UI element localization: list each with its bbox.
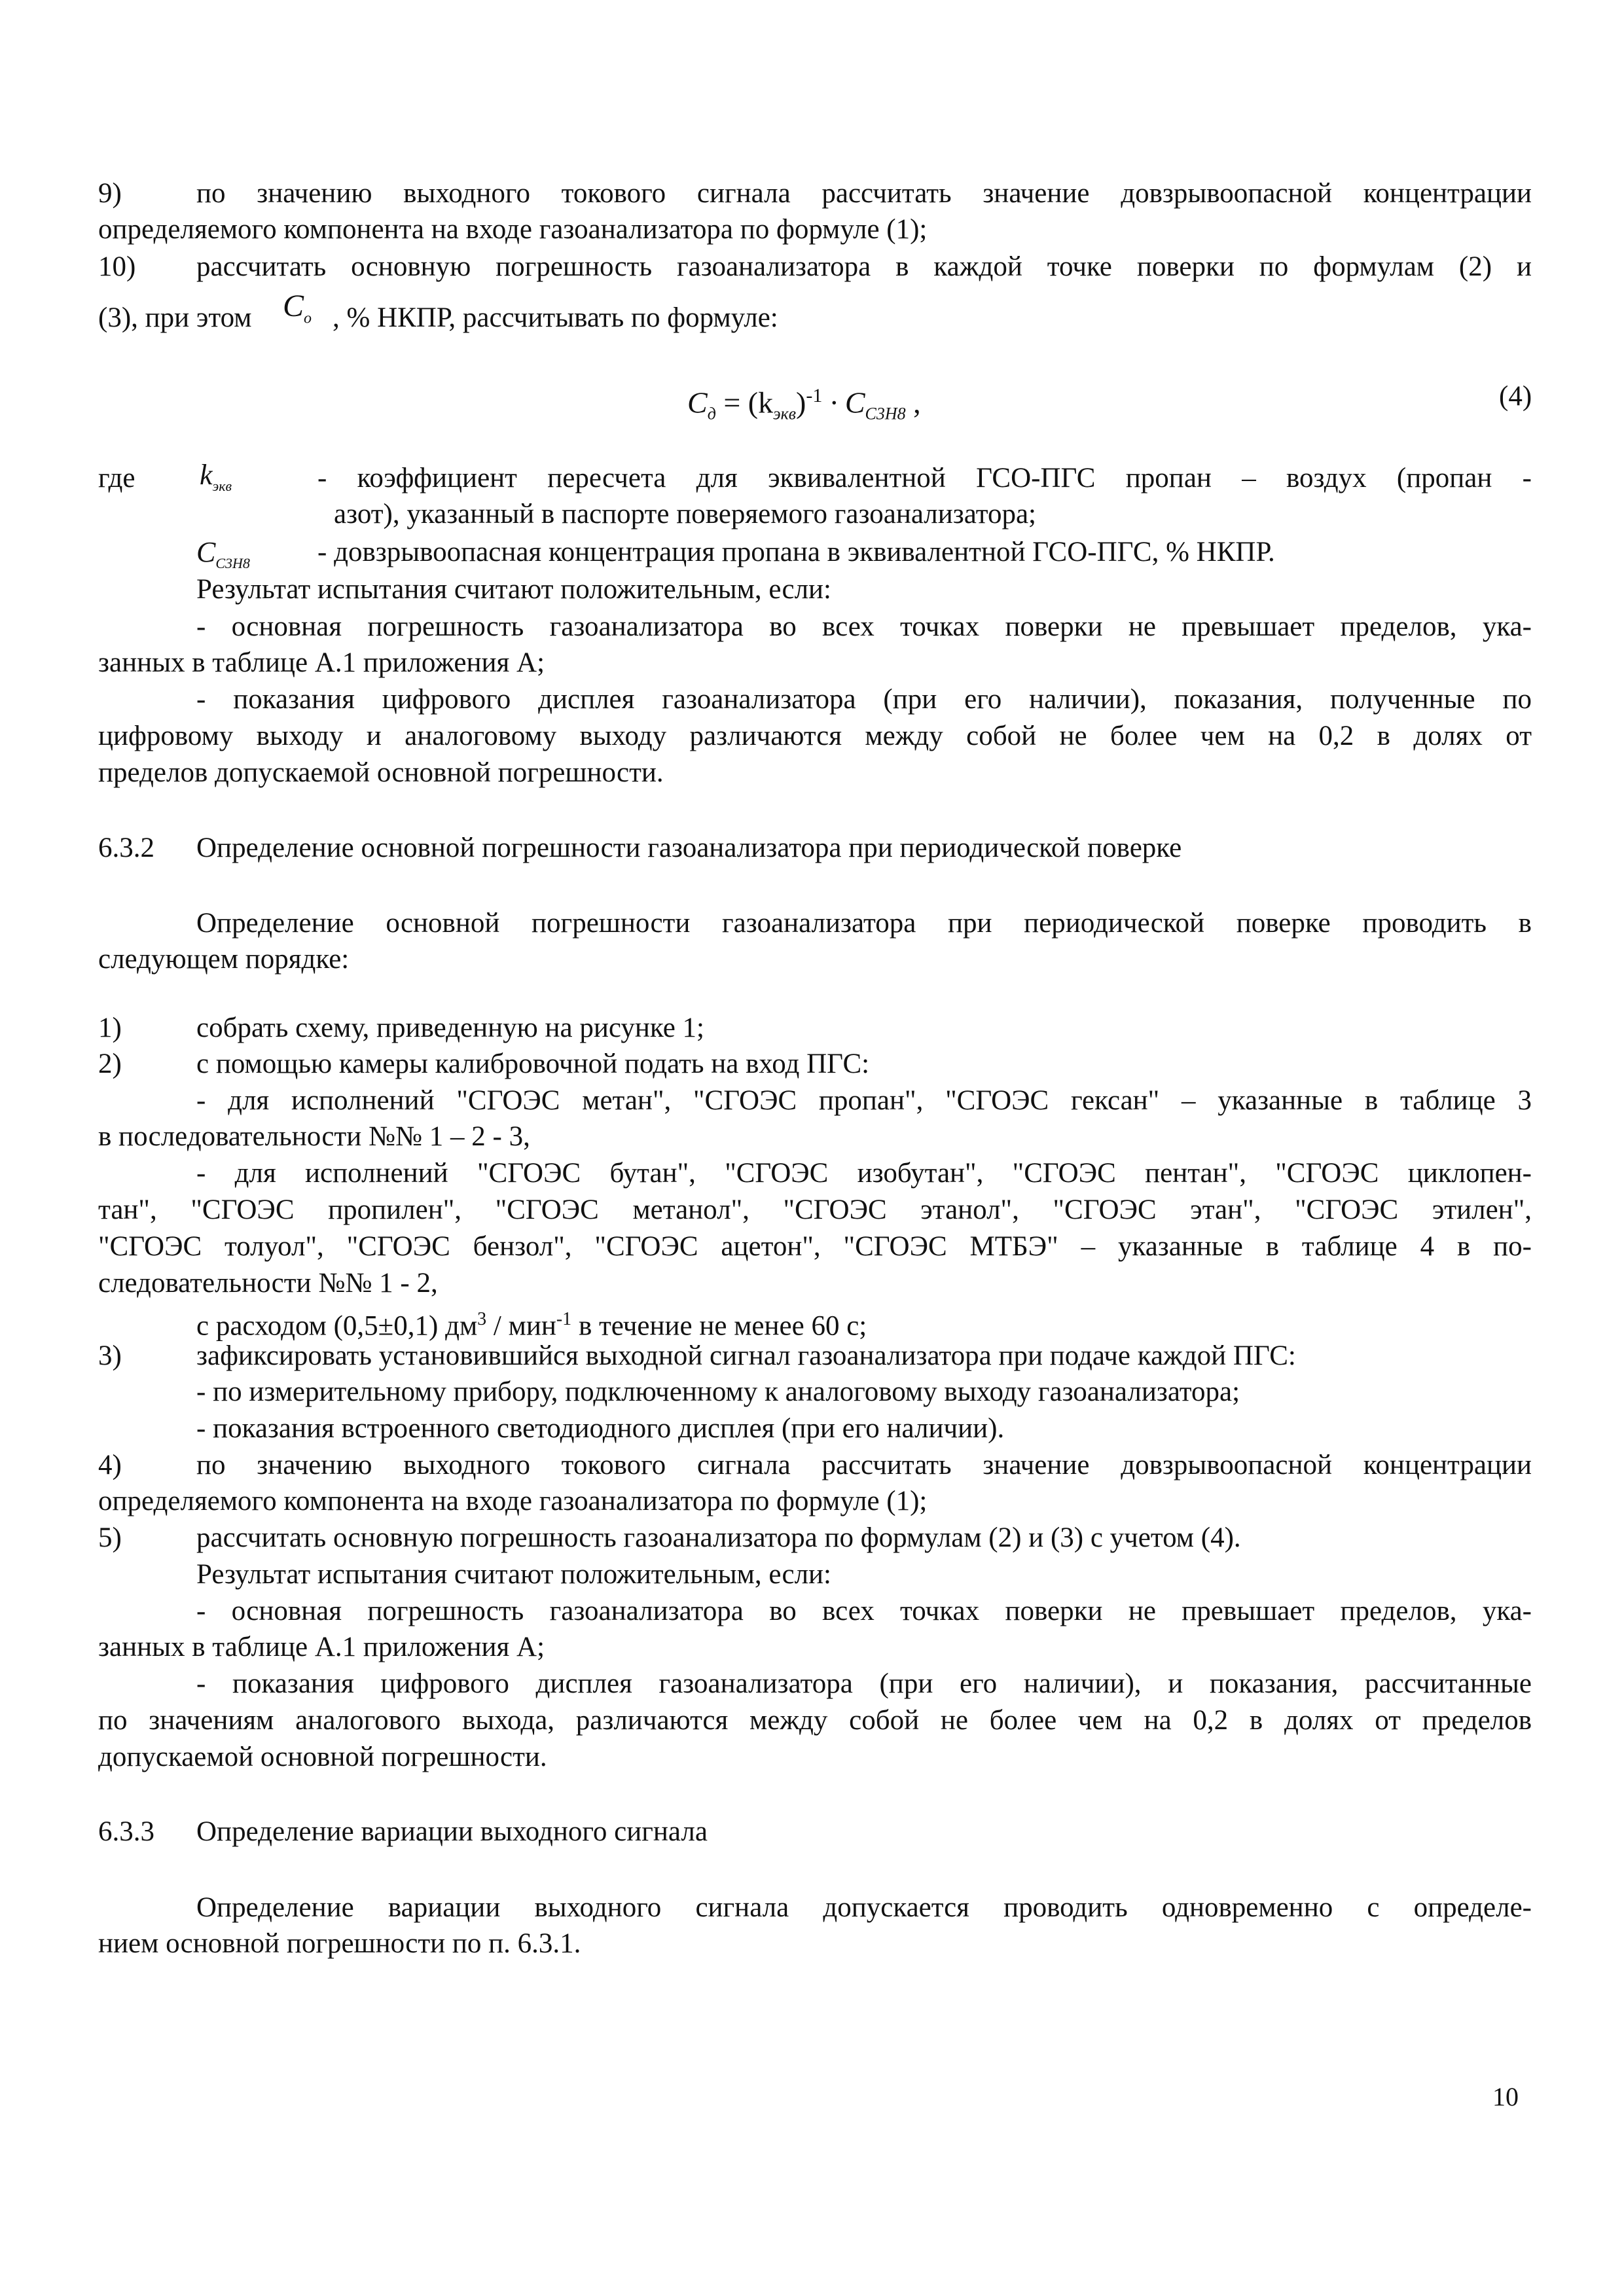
flow-sup-2: -1 (556, 1309, 572, 1329)
step-2b-line-4: следовательности №№ 1 - 2, (98, 1268, 438, 1299)
item-9-line-2: определяемого компонента на входе газоанализатора по формуле (1); (98, 214, 928, 245)
step-3b-text: - показания встроенного светодиодного дисплея (при его наличии). (196, 1413, 1005, 1444)
step-1-number: 1) (98, 1013, 122, 1043)
formula-c-sub: C3H8 (865, 404, 906, 423)
result-2-line-4: по значениям аналогового выхода, различаются между собой не более чем на 0,2 в долях от пределов (98, 1705, 1532, 1736)
result-heading-1: Результат испытания считают положительным, если: (196, 574, 831, 605)
formula-dot-c: · C (822, 386, 865, 420)
step-2b-line-2: тан", "СГОЭС пропилен", "СГОЭС метанол", "СГОЭС этанол", "СГОЭС этан", "СГОЭС этилен", (98, 1194, 1532, 1225)
step-2b-line-1: - для исполнений "СГОЭС бутан", "СГОЭС изобутан", "СГОЭС пентан", "СГОЭС циклопен- (196, 1158, 1532, 1189)
step-2a-line-2: в последовательности №№ 1 – 2 - 3, (98, 1121, 530, 1152)
step-5-text: рассчитать основную погрешность газоанализатора по формулам (2) и (3) с учетом (4). (196, 1522, 1241, 1553)
flow-sup-1: 3 (477, 1309, 487, 1329)
step-3-number: 3) (98, 1340, 122, 1371)
item-9-line-1: по значению выходного токового сигнала рассчитать значение довзрывоопасной концентрации (196, 178, 1532, 209)
result-2-line-3: - показания цифрового дисплея газоанализатора (при его наличии), и показания, рассчитанные (196, 1668, 1532, 1699)
c3h8-description: - довзрывоопасная концентрация пропана в эквивалентной ГСО-ПГС, % НКПР. (317, 537, 1275, 567)
list-number-9: 9) (98, 178, 122, 209)
c3h8-sub: C3H8 (215, 554, 250, 571)
flow-text-2: / мин (486, 1310, 556, 1342)
formula-number: (4) (1499, 381, 1532, 412)
result-1-line-5: пределов допускаемой основной погрешности. (98, 757, 664, 788)
result-1-line-4: цифровому выходу и аналоговому выходу различаются между собой не более чем на 0,2 в долях от (98, 721, 1532, 751)
step-2-number: 2) (98, 1049, 122, 1079)
co-sub: o (304, 310, 312, 327)
intro-632-line-1: Определение основной погрешности газоанализатора при периодической поверке проводить в (196, 908, 1532, 939)
step-4-line-1: по значению выходного токового сигнала рассчитать значение довзрывоопасной концентрации (196, 1450, 1532, 1480)
formula-k-sub: экв (773, 404, 797, 423)
list-number-10: 10) (98, 251, 136, 282)
result-2-line-1: - основная погрешность газоанализатора во всех точках поверки не превышает пределов, ука- (196, 1596, 1532, 1626)
flow-text-1: с расходом (0,5±0,1) дм (196, 1310, 478, 1342)
flow-text-3: в течение не менее 60 с; (571, 1310, 867, 1342)
result-2-line-2: занных в таблице А.1 приложения А; (98, 1632, 545, 1662)
step-2-text: с помощью камеры калибровочной подать на вход ПГС: (196, 1049, 870, 1079)
step-2b-line-3: "СГОЭС толуол", "СГОЭС бензол", "СГОЭС ацетон", "СГОЭС МТБЭ" – указанные в таблице 4 в по- (98, 1231, 1532, 1262)
step-3-text: зафиксировать установившийся выходной сигнал газоанализатора при подаче каждой ПГС: (196, 1340, 1296, 1371)
formula-eq: = (k (715, 386, 774, 420)
item-10-line-2-start: (3), при этом (98, 302, 252, 333)
result-1-line-2: занных в таблице А.1 приложения А; (98, 647, 545, 678)
step-2a-line-1: - для исполнений "СГОЭС метан", "СГОЭС пропан", "СГОЭС гексан" – указанные в таблице 3 (196, 1085, 1532, 1116)
k-description-2: азот), указанный в паспорте поверяемого газоанализатора; (334, 499, 1036, 529)
co-symbol (283, 287, 312, 338)
k-sub: экв (212, 477, 232, 494)
c3h8-base: C (196, 536, 216, 568)
k-base: k (200, 459, 213, 491)
section-6-3-3-title: Определение вариации выходного сигнала (196, 1816, 708, 1847)
co-base: C (283, 289, 304, 323)
step-5-number: 5) (98, 1522, 122, 1553)
k-description-1: - коэффициент пересчета для эквивалентной ГСО-ПГС пропан – воздух (пропан - (317, 463, 1532, 493)
formula-4 (687, 376, 921, 434)
step-2c-flow (196, 1302, 867, 1343)
where-label: где (98, 463, 135, 493)
result-1-line-1: - основная погрешность газоанализатора во всех точках поверки не превышает пределов, ука- (196, 611, 1532, 642)
page-number: 10 (1492, 2082, 1519, 2111)
formula-power: -1 (806, 385, 823, 406)
step-4-line-2: определяемого компонента на входе газоанализатора по формуле (1); (98, 1486, 928, 1516)
intro-633-line-2: нием основной погрешности по п. 6.3.1. (98, 1928, 581, 1959)
section-6-3-2-number: 6.3.2 (98, 833, 154, 863)
step-1-text: собрать схему, приведенную на рисунке 1; (196, 1013, 704, 1043)
result-2-line-5: допускаемой основной погрешности. (98, 1742, 547, 1772)
step-3a-text: - по измерительному прибору, подключенному к аналоговому выходу газоанализатора; (196, 1376, 1240, 1407)
item-10-line-1: рассчитать основную погрешность газоанализатора в каждой точке поверки по формулам (2) и (196, 251, 1532, 282)
result-heading-2: Результат испытания считают положительным, если: (196, 1559, 831, 1590)
intro-633-line-1: Определение вариации выходного сигнала допускается проводить одновременно с определе- (196, 1892, 1532, 1923)
intro-632-line-2: следующем порядке: (98, 944, 350, 975)
formula-tail: , (905, 386, 921, 420)
result-1-line-3: - показания цифрового дисплея газоанализатора (при его наличии), показания, полученные по (196, 684, 1532, 715)
k-symbol (200, 458, 232, 503)
formula-paren: ) (796, 386, 806, 420)
section-6-3-3-number: 6.3.3 (98, 1816, 154, 1847)
formula-lhs: C (687, 386, 708, 420)
step-4-number: 4) (98, 1450, 122, 1480)
formula-lhs-sub: д (707, 404, 716, 423)
item-10-line-2-end: , % НКПР, рассчитывать по формуле: (333, 302, 778, 333)
section-6-3-2-title: Определение основной погрешности газоанализатора при периодической поверке (196, 833, 1182, 863)
